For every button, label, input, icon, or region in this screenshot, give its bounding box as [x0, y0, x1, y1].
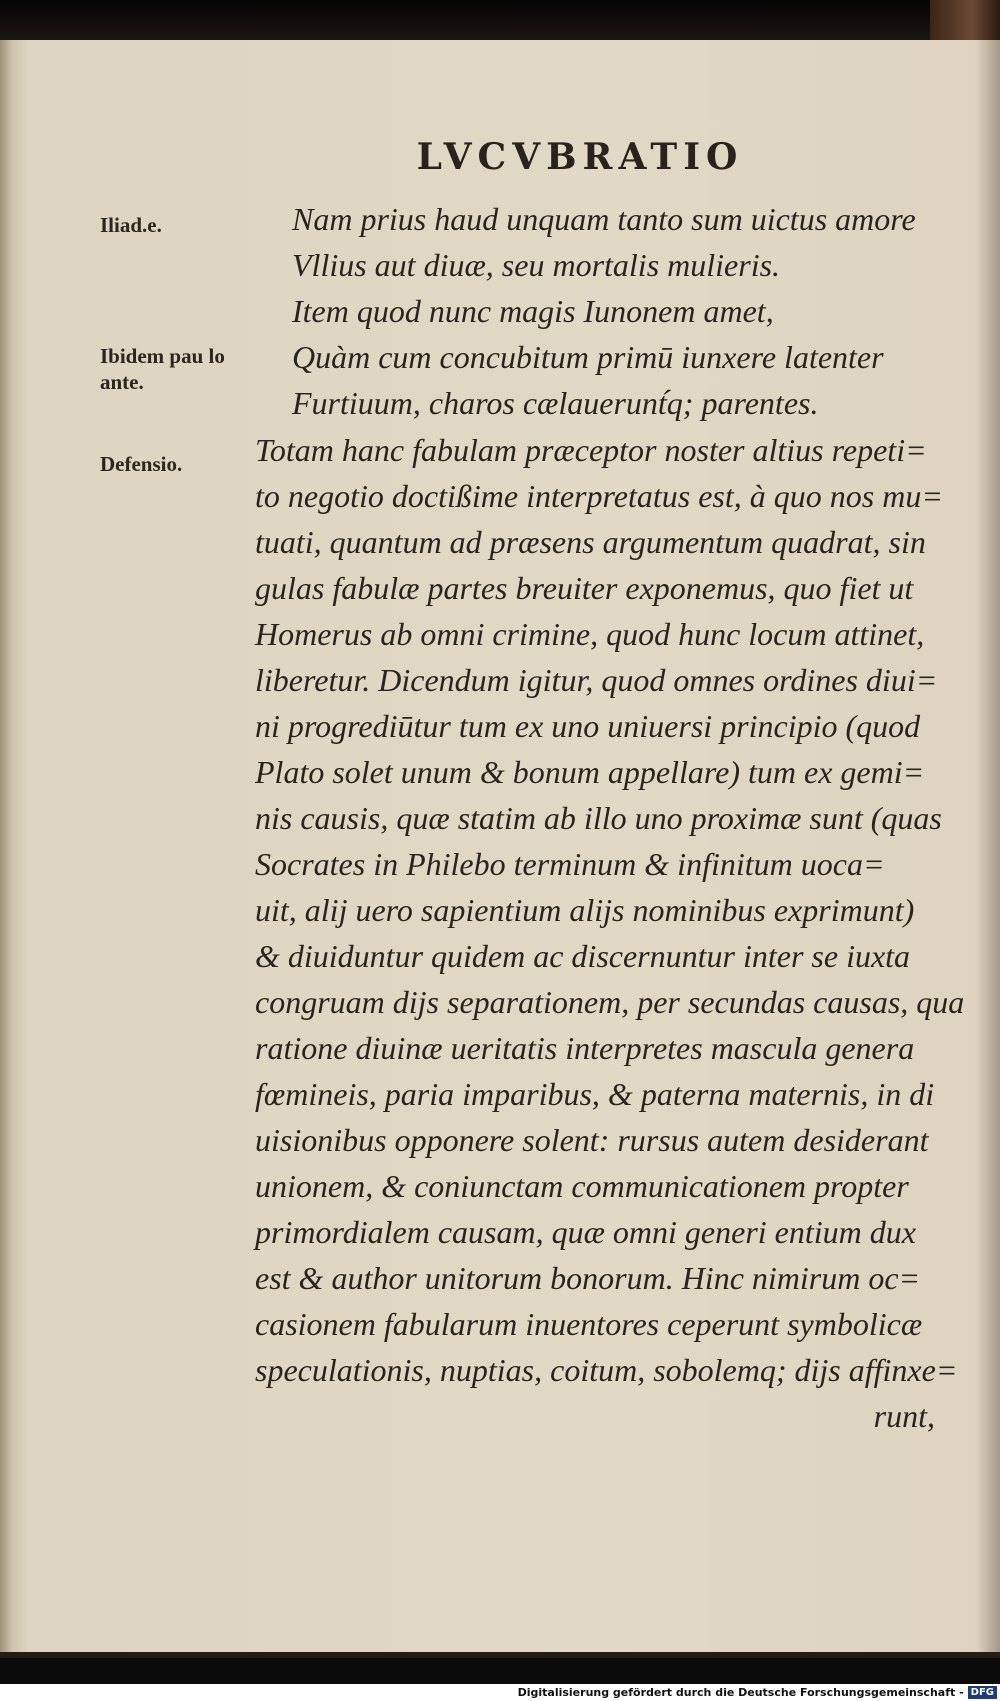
- prose-line-catchword: runt,: [873, 1398, 935, 1434]
- prose-line: to negotio doctißime interpretatus est, à quo nos mu=: [255, 478, 943, 514]
- prose-line: casionem fabularum inuentores ceperunt symbolicæ: [255, 1306, 923, 1342]
- scan-border-top: [0, 0, 1000, 40]
- prose-line: nis causis, quæ statim ab illo uno proximæ sunt (quas: [255, 800, 942, 836]
- prose-line: Homerus ab omni crimine, quod hunc locum attinet,: [255, 616, 925, 652]
- prose-line: gulas fabulæ partes breuiter exponemus, quo fiet ut: [255, 570, 914, 606]
- verse-line: Vllius aut diuæ, seu mortalis mulieris.: [292, 247, 781, 283]
- verse-block: [292, 196, 916, 426]
- prose-line: primordialem causam, quæ omni generi entium dux: [255, 1214, 916, 1250]
- prose-line: Plato solet unum & bonum appellare) tum ex gemi=: [255, 754, 925, 790]
- prose-line: unionem, & coniunctam communicationem propter: [255, 1168, 909, 1204]
- digitization-footer: [0, 1684, 1000, 1701]
- prose-line: Socrates in Philebo terminum & infinitum uoca=: [255, 846, 885, 882]
- verse-line: Nam prius haud unquam tanto sum uictus amore: [292, 201, 916, 237]
- prose-line: uisionibus opponere solent: rursus autem desiderant: [255, 1122, 929, 1158]
- prose-line: fœmineis, paria imparibus, & paterna maternis, in di: [255, 1076, 935, 1112]
- prose-line: est & author unitorum bonorum. Hinc nimirum oc=: [255, 1260, 921, 1296]
- prose-line: uit, alij uero sapientium alijs nominibus exprimunt): [255, 892, 915, 928]
- margin-note-iliad: Iliad.e.: [100, 213, 162, 237]
- running-title-text: LVCVBRATIO: [416, 136, 744, 178]
- prose-block: [255, 427, 964, 1439]
- running-title: [0, 136, 1000, 178]
- margin-note-defensio: Defensio.: [100, 452, 183, 476]
- verse-line: Item quod nunc magis Iunonem amet,: [292, 293, 774, 329]
- prose-line: ni progrediūtur tum ex uno uniuersi principio (quod: [255, 708, 921, 744]
- verse-line: Quàm cum concubitum primū iunxere latenter: [292, 339, 884, 375]
- verse-line: Furtiuum, charos cælauerunt́q; parentes.: [292, 385, 819, 421]
- prose-line: speculationis, nuptias, coitum, sobolemq; dijs affinxe=: [255, 1352, 958, 1388]
- book-cover-corner: [930, 0, 1000, 44]
- prose-line: congruam dijs separationem, per secundas causas, qua: [255, 984, 965, 1020]
- prose-line: tuati, quantum ad præsens argumentum quadrat, sin: [255, 524, 926, 560]
- prose-line: & diuiduntur quidem ac discernuntur inter se iuxta: [255, 938, 911, 974]
- prose-line: Totam hanc fabulam præceptor noster altius repeti=: [255, 432, 927, 468]
- prose-line: ratione diuinæ ueritatis interpretes mascula genera: [255, 1030, 915, 1066]
- dfg-logo: DFG: [968, 1686, 997, 1699]
- footer-credit: Digitalisierung gefördert durch die Deutsche Forschungsgemeinschaft -: [517, 1686, 964, 1699]
- margin-note-ibidem: Ibidem pau lo ante.: [100, 344, 225, 394]
- prose-line: liberetur. Dicendum igitur, quod omnes ordines diui=: [255, 662, 938, 698]
